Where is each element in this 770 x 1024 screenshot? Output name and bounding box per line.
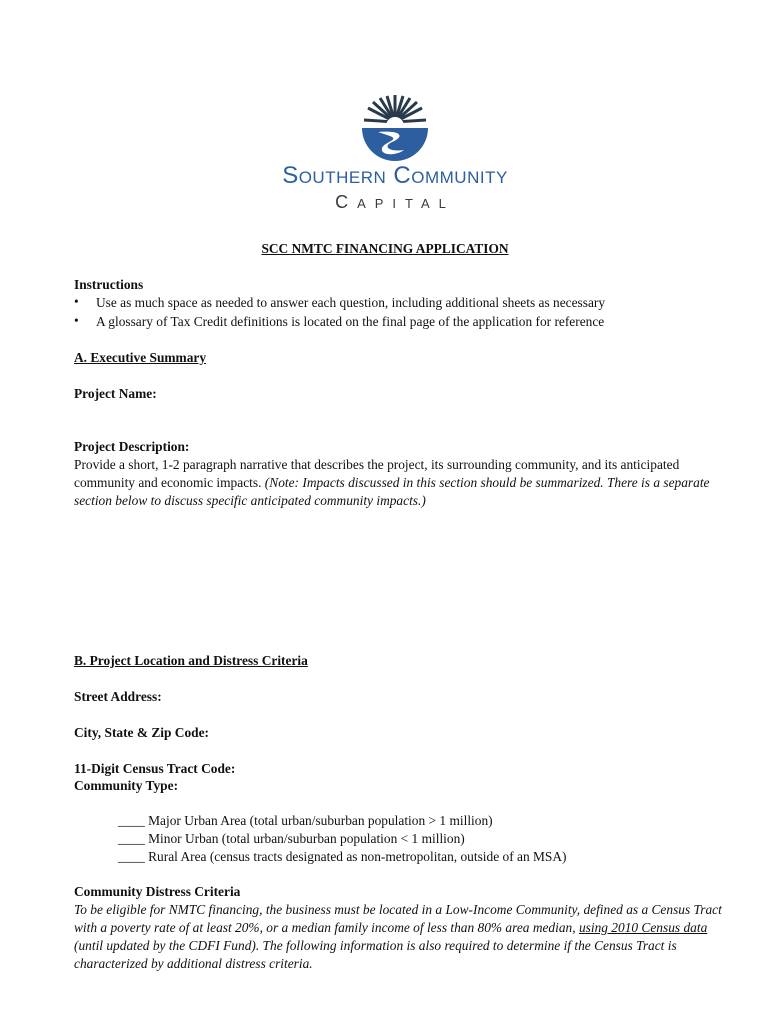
distress-text-part-1: To be eligible for NMTC financing, the business must be located in a Low-Income Community, defined as a Census Tract with a poverty rate of at least 20%, or a median family income of less than 80% area median, — [74, 902, 722, 935]
logo-subtitle: Capital — [335, 192, 455, 212]
census-tract-label: 11-Digit Census Tract Code: — [74, 761, 236, 776]
section-b-heading: B. Project Location and Distress Criteria — [74, 653, 308, 668]
community-type-option[interactable]: ____ Major Urban Area (total urban/suburban population > 1 million) — [118, 813, 493, 828]
distress-criteria-heading: Community Distress Criteria — [74, 884, 241, 899]
sunrise-river-logo-icon — [360, 92, 430, 162]
distress-text-part-2: (until updated by the CDFI Fund). The following information is also required to determine if the Census Tract is characterized by additional distress criteria. — [74, 938, 677, 971]
city-state-zip-label: City, State & Zip Code: — [74, 725, 210, 740]
scc-logo — [240, 92, 550, 222]
page-title: SCC NMTC FINANCING APPLICATION — [261, 241, 509, 256]
bullet-icon: • — [74, 294, 79, 309]
project-description-label: Project Description: — [74, 439, 190, 454]
project-description-text — [74, 456, 724, 510]
project-name-label: Project Name: — [74, 386, 157, 401]
community-type-option[interactable]: ____ Rural Area (census tracts designated as non-metropolitan, outside of an MSA) — [118, 849, 567, 864]
bullet-icon: • — [74, 313, 79, 328]
census-data-link[interactable]: using 2010 Census data — [578, 920, 708, 935]
description-instructions: Provide a short, 1-2 paragraph narrative that describes the project, its surrounding community, and its anticipated community and economic impacts. — [74, 457, 680, 490]
description-note: (Note: Impacts discussed in this section should be summarized. There is a separate section below to discuss specific anticipated community impacts.) — [74, 475, 710, 508]
instruction-item: A glossary of Tax Credit definitions is located on the final page of the application for reference — [96, 314, 605, 329]
community-type-option[interactable]: ____ Minor Urban (total urban/suburban population < 1 million) — [118, 831, 465, 846]
street-address-label: Street Address: — [74, 689, 162, 704]
section-a-heading: A. Executive Summary — [74, 350, 207, 365]
instruction-item: Use as much space as needed to answer each question, including additional sheets as necessary — [96, 295, 606, 310]
logo-wordmark: Southern Community — [282, 162, 508, 189]
instructions-heading: Instructions — [74, 277, 144, 292]
distress-criteria-text — [74, 901, 724, 973]
community-type-label: Community Type: — [74, 778, 179, 793]
